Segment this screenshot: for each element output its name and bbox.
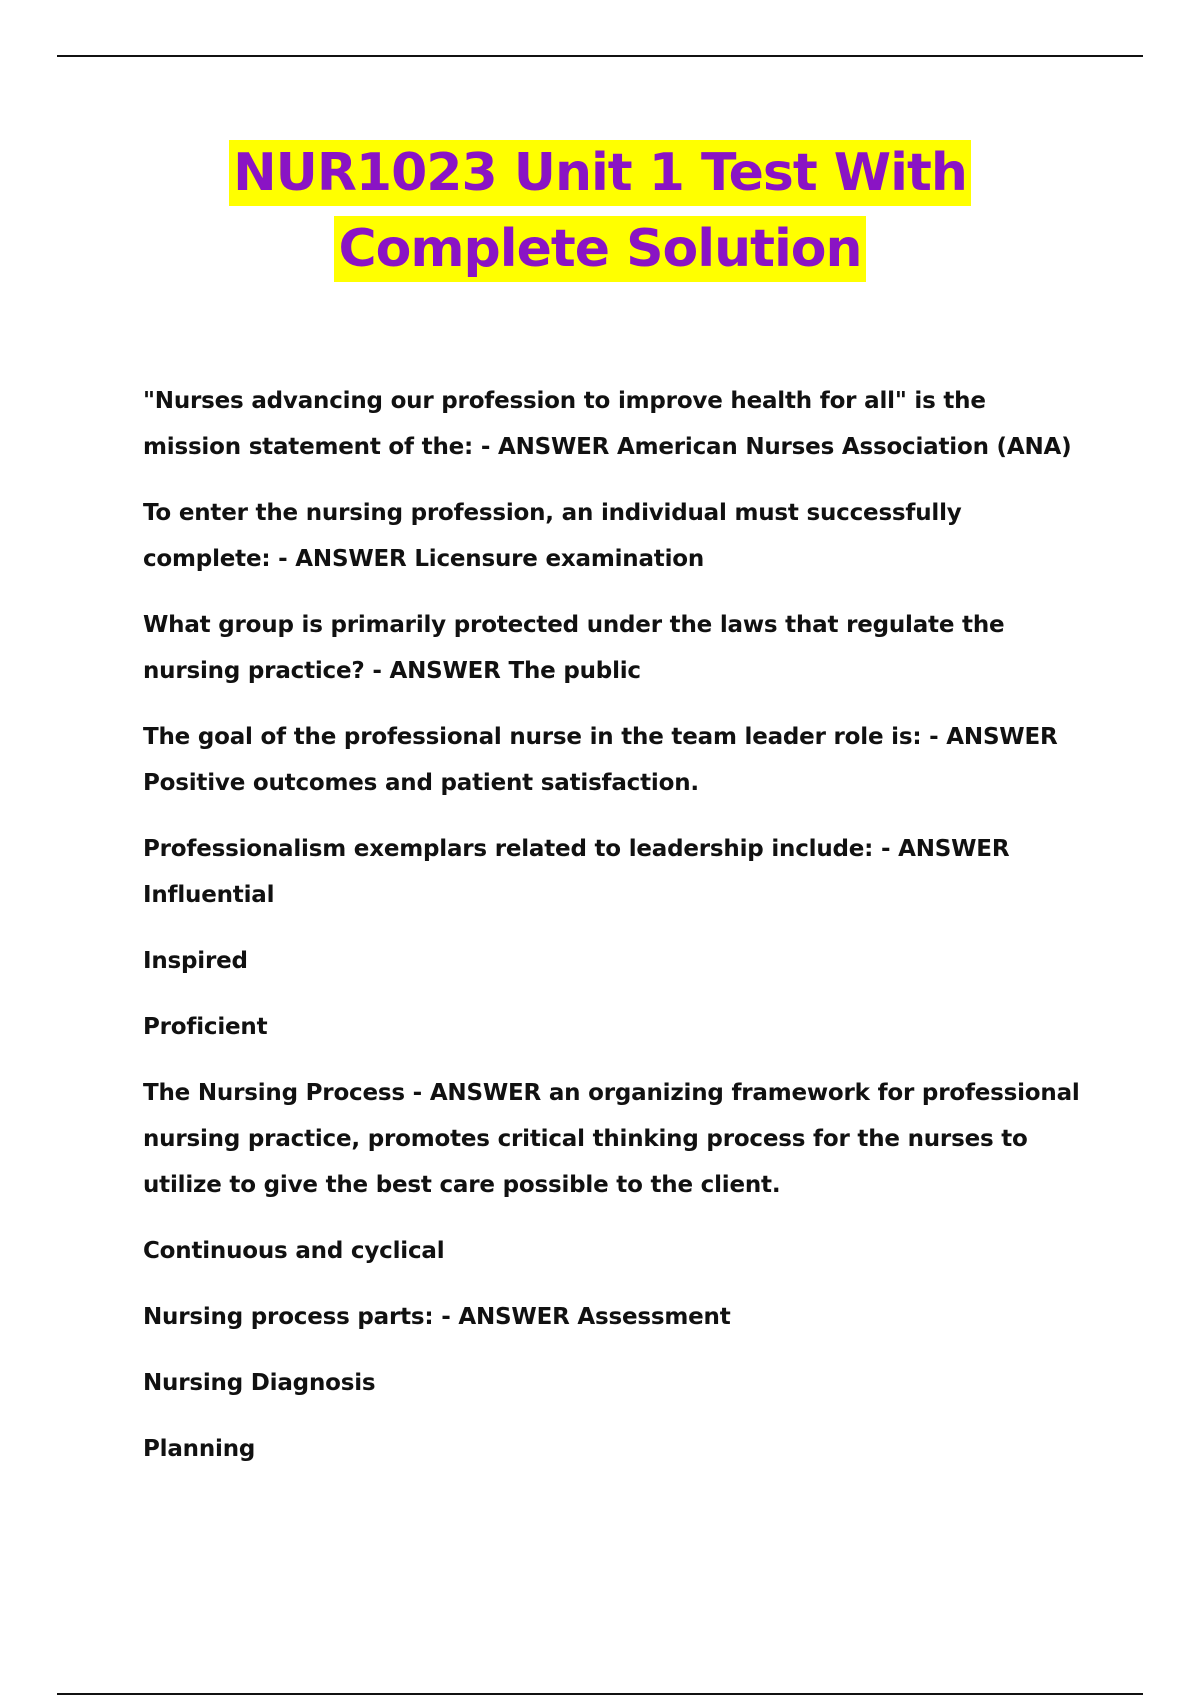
qa-paragraph: Nursing Diagnosis	[143, 1370, 376, 1396]
qa-paragraph: Planning	[143, 1436, 256, 1462]
qa-paragraph: What group is primarily protected under the laws that regulate the nursing practice? - ANSWER The public	[143, 612, 1005, 684]
qa-paragraph: Professionalism exemplars related to leadership include: - ANSWER Influential	[143, 836, 1010, 908]
qa-paragraph: The goal of the professional nurse in the team leader role is: - ANSWER Positive outcomes and patient satisfaction.	[143, 724, 1058, 796]
qa-paragraph: Inspired	[143, 948, 248, 974]
question-answer-list	[143, 378, 1083, 1492]
document-title	[0, 140, 1200, 292]
title-line-2: Complete Solution	[334, 216, 865, 282]
bottom-rule	[57, 1693, 1143, 1695]
qa-paragraph: Proficient	[143, 1014, 268, 1040]
qa-paragraph: Continuous and cyclical	[143, 1238, 445, 1264]
qa-paragraph: To enter the nursing profession, an individual must successfully complete: - ANSWER Licensure examination	[143, 500, 962, 572]
top-rule	[57, 55, 1143, 57]
qa-paragraph: The Nursing Process - ANSWER an organizing framework for professional nursing practice, promotes critical thinking process for the nurses to utilize to give the best care possible to the client.	[143, 1080, 1080, 1198]
title-line-1: NUR1023 Unit 1 Test With	[229, 140, 971, 206]
qa-paragraph: Nursing process parts: - ANSWER Assessment	[143, 1304, 731, 1330]
qa-paragraph: "Nurses advancing our profession to improve health for all" is the mission statement of the: - ANSWER American Nurses Association (ANA)	[143, 388, 1072, 460]
